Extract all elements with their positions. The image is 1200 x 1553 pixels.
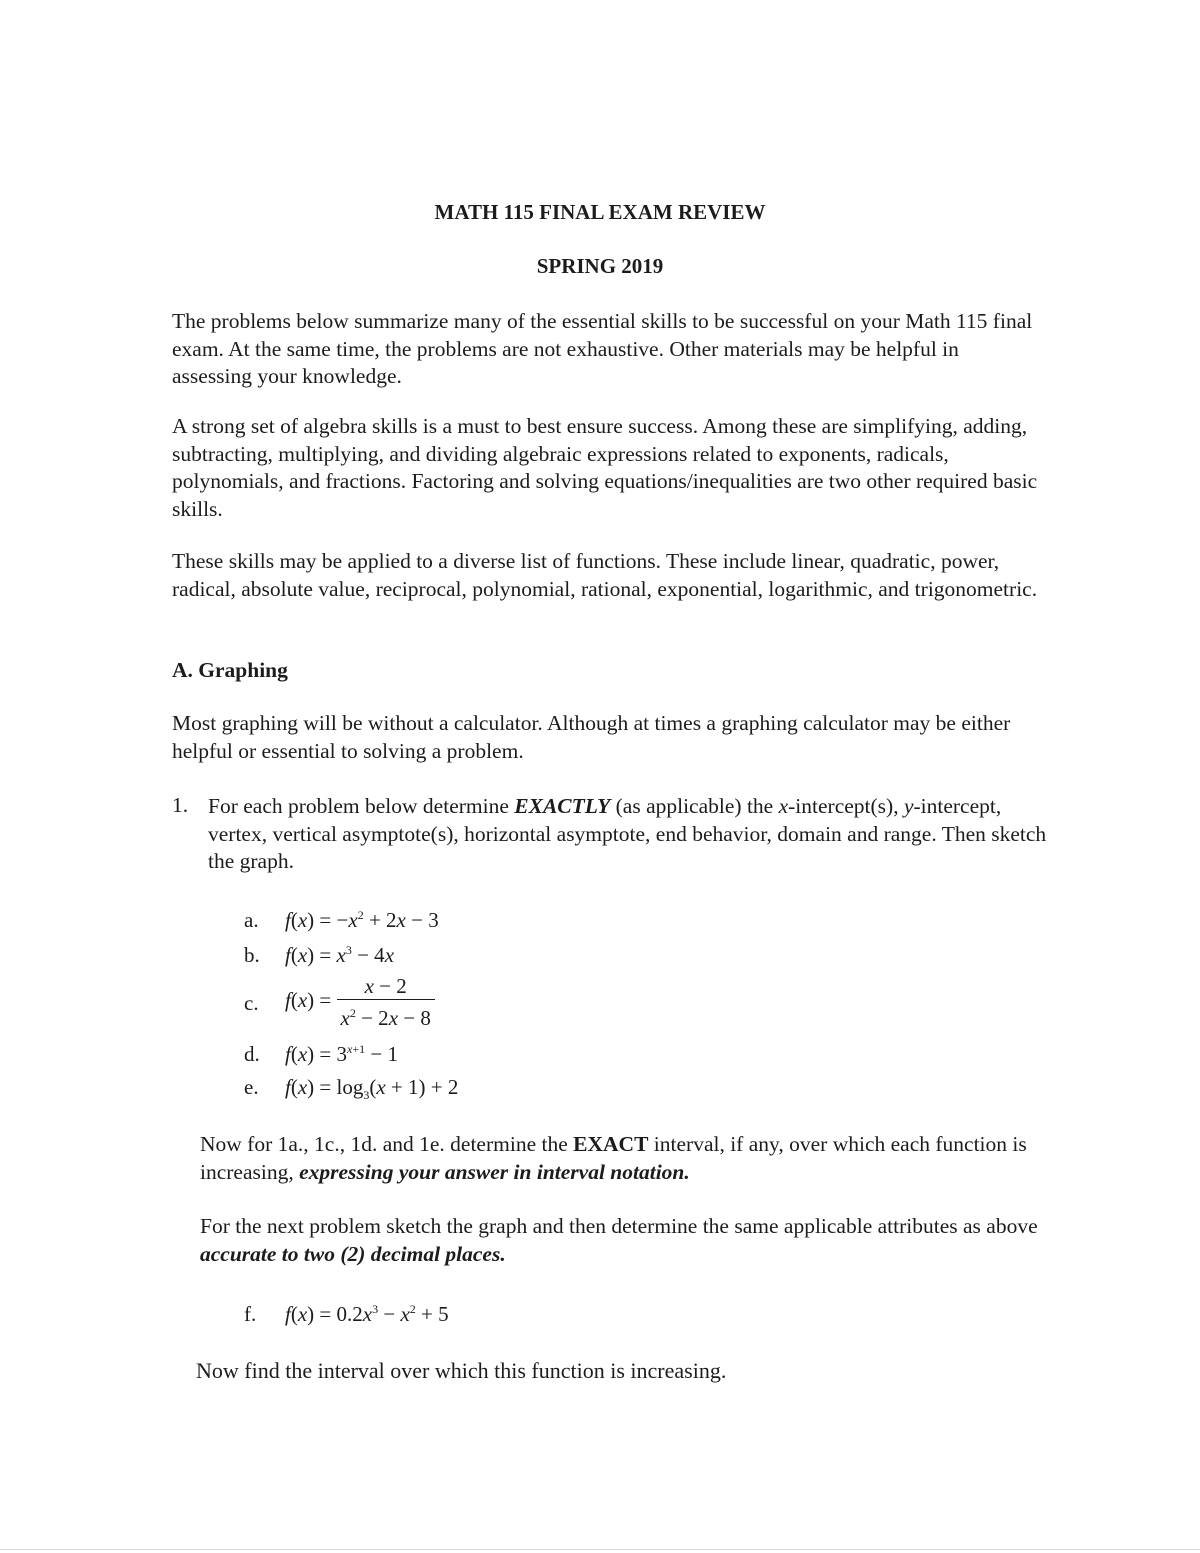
item-c-label: c. <box>244 991 259 1015</box>
intro-paragraph-3: These skills may be applied to a diverse list of functions. These include linear, quadratic, power, radical, absolute value, reciprocal, polynomial, rational, exponential, logarithmic, and trigonometric. <box>172 549 1038 601</box>
intro-paragraph-1: The problems below summarize many of the essential skills to be successful on your Math 115 final exam. At the same time, the problems are not exhaustive. Other materials may be helpful in assessing your knowledge. <box>172 309 1033 388</box>
fraction-c: $\frac{x - 2}{x^2 - 2x - 8}$ <box>337 973 435 1031</box>
item-e-label: e. <box>244 1075 259 1099</box>
document-term: SPRING 2019 <box>536 254 664 278</box>
emphasis-exactly: EXACTLY <box>514 794 611 818</box>
problem-1-number: 1. <box>172 793 189 817</box>
equation-b: $f(x) = x^3 - 4x$ <box>285 943 395 967</box>
scan-edge <box>0 1549 1200 1550</box>
increasing-instructions: Now for 1a., 1c., 1d. and 1e. determine the EXACT interval, if any, over which each function is increasing, expressing your answer in interval notation. <box>200 1132 1027 1184</box>
intro-paragraph-2: A strong set of algebra skills is a must to best ensure success. Among these are simplifying, adding, subtracting, multiplying, and dividing algebraic expressions related to exponents, radicals, polynomials, and fractions. Factoring and solving equations/inequalities are two other required basic skills. <box>172 414 1038 521</box>
item-a-label: a. <box>244 908 259 932</box>
problem-1-instructions: For each problem below determine EXACTLY (as applicable) the x-intercept(s), y-intercept, vertex, vertical asymptote(s), horizontal asymptote, end behavior, domain and range. Then sketch the graph. <box>208 794 1047 873</box>
equation-f: $f(x) = 0.2x^3 - x^2 + 5$ <box>285 1302 449 1326</box>
equation-c: f(x) = $\frac{x - 2}{x^2 - 2x - 8}$ <box>285 973 435 1031</box>
section-a-heading: A. Graphing <box>172 658 288 682</box>
final-instruction: Now find the interval over which this function is increasing. <box>196 1358 727 1383</box>
document-title: MATH 115 FINAL EXAM REVIEW <box>434 200 766 224</box>
equation-a: $f(x) = -x^2 + 2x - 3$ <box>285 908 439 932</box>
equation-d: $f(x) = 3^{x+1} - 1$ <box>285 1042 398 1066</box>
section-a-paragraph: Most graphing will be without a calculator. Although at times a graphing calculator may be either helpful or essential to solving a problem. <box>172 711 1011 763</box>
item-f-label: f. <box>244 1302 257 1326</box>
next-problem-instructions: For the next problem sketch the graph and then determine the same applicable attributes as above accurate to two (2) decimal places. <box>200 1214 1038 1266</box>
item-d-label: d. <box>244 1042 260 1066</box>
equation-e: $f(x) = \log_3(x + 1) + 2$ <box>285 1075 459 1103</box>
item-b-label: b. <box>244 943 260 967</box>
